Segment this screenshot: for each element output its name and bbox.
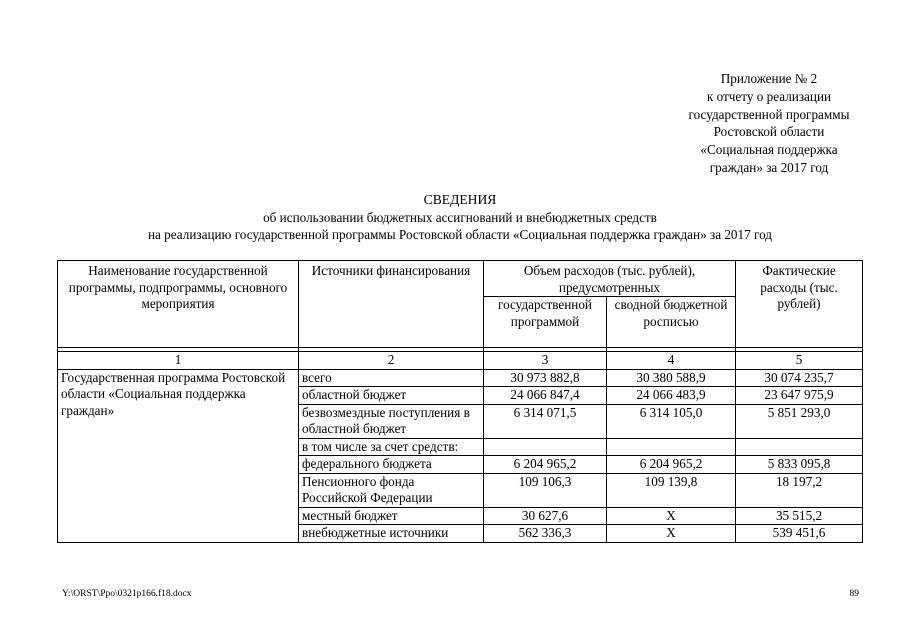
actual-value — [736, 438, 863, 456]
program-value: 6 314 071,5 — [484, 404, 607, 438]
source-cell: областной бюджет — [299, 387, 484, 405]
program-value: 109 106,3 — [484, 473, 607, 507]
header-row — [58, 261, 863, 297]
document-title — [60, 191, 860, 244]
source-cell: внебюджетные источники — [299, 525, 484, 543]
appendix-line: граждан» за 2017 год — [709, 159, 829, 175]
column-index: 3 — [484, 352, 607, 370]
appendix-line: государственной программы — [688, 106, 850, 122]
budget-value: 6 204 965,2 — [607, 456, 736, 474]
table-row — [58, 369, 863, 387]
appendix-line: Ростовской области — [713, 124, 825, 140]
program-value: 30 973 882,8 — [484, 369, 607, 387]
source-cell: местный бюджет — [299, 507, 484, 525]
budget-table — [57, 260, 863, 543]
column-index: 1 — [58, 352, 299, 370]
actual-value: 35 515,2 — [736, 507, 863, 525]
source-cell: всего — [299, 369, 484, 387]
header-sources: Источники финансирования — [299, 261, 484, 348]
budget-value: 30 380 588,9 — [607, 369, 736, 387]
actual-value: 18 197,2 — [736, 473, 863, 507]
column-index-row — [58, 352, 863, 370]
budget-value: X — [607, 525, 736, 543]
title-line-1: об использовании бюджетных ассигнований и внебюджетных средств — [263, 209, 657, 225]
program-value: 6 204 965,2 — [484, 456, 607, 474]
program-value: 562 336,3 — [484, 525, 607, 543]
title-heading: СВЕДЕНИЯ — [423, 192, 497, 207]
source-cell: федерального бюджета — [299, 456, 484, 474]
program-value: 30 627,6 — [484, 507, 607, 525]
title-line-2: на реализацию государственной программы Ростовской области «Социальная поддержка граждан» за 2017 год — [147, 227, 773, 242]
header-actual: Фактические расходы (тыс. рублей) — [736, 261, 863, 348]
budget-value: 109 139,8 — [607, 473, 736, 507]
actual-value: 30 074 235,7 — [736, 369, 863, 387]
budget-value: 6 314 105,0 — [607, 404, 736, 438]
source-cell: безвозмездные поступления в областной бюджет — [299, 404, 484, 438]
header-volume: Объем расходов (тыс. рублей), предусмотренных — [484, 261, 736, 297]
budget-value: X — [607, 507, 736, 525]
program-value: 24 066 847,4 — [484, 387, 607, 405]
source-cell: в том числе за счет средств: — [299, 438, 484, 456]
actual-value: 5 851 293,0 — [736, 404, 863, 438]
footer-page-number: 89 — [849, 589, 859, 599]
actual-value: 5 833 095,8 — [736, 456, 863, 474]
appendix-line: «Социальная поддержка — [700, 142, 838, 158]
footer-file-path: Y:\ORST\Ppo\0321p166.f18.docx — [62, 589, 192, 599]
source-cell: Пенсионного фонда Российской Федерации — [299, 473, 484, 507]
program-value — [484, 438, 607, 456]
column-index: 5 — [736, 352, 863, 370]
appendix-line: к отчету о реализации — [706, 88, 832, 104]
actual-value: 23 647 975,9 — [736, 387, 863, 405]
header-volume-program: государственной программой — [484, 297, 607, 348]
budget-value — [607, 438, 736, 456]
appendix-line: Приложение № 2 — [720, 71, 818, 86]
program-name: Государственная программа Ростовской области «Социальная поддержка граждан» — [58, 369, 299, 542]
header-name: Наименование государственной программы, подпрограммы, основного мероприятия — [58, 261, 299, 348]
column-index: 2 — [299, 352, 484, 370]
appendix-note — [650, 70, 888, 177]
column-index: 4 — [607, 352, 736, 370]
budget-value: 24 066 483,9 — [607, 387, 736, 405]
header-volume-budget: сводной бюджетной росписью — [607, 297, 736, 348]
actual-value: 539 451,6 — [736, 525, 863, 543]
